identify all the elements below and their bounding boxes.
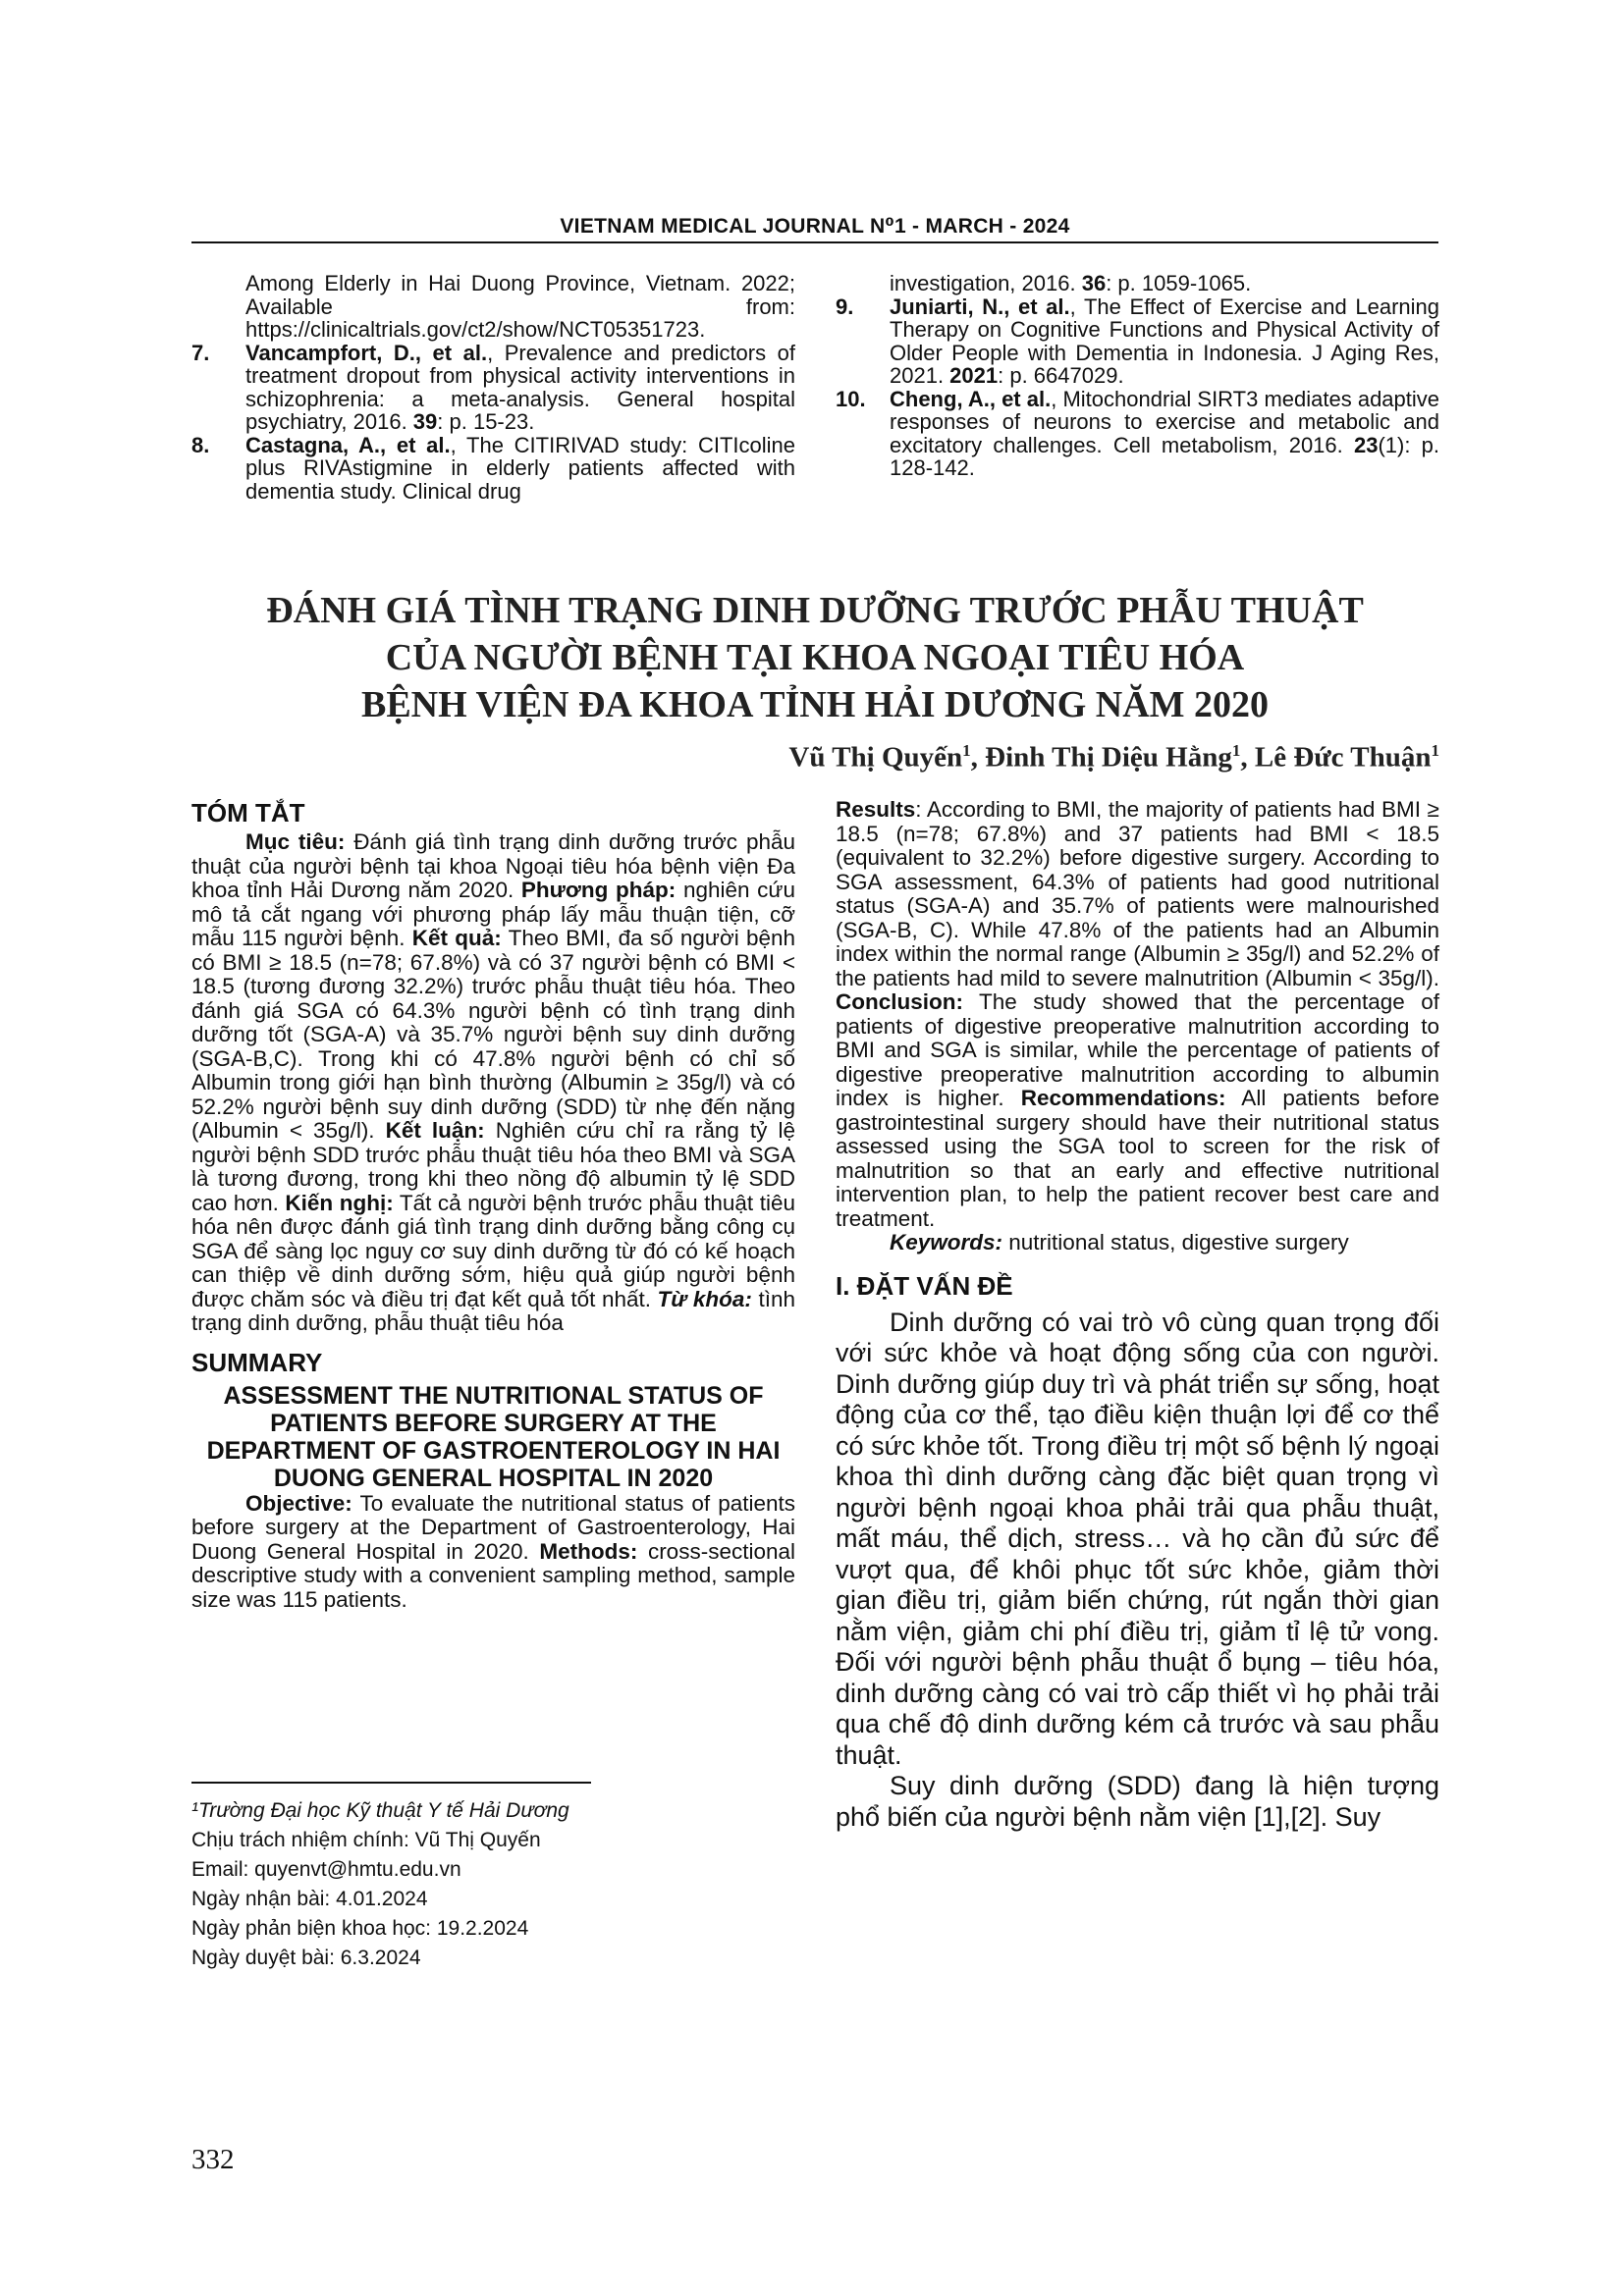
label-tu-khoa: Từ khóa: <box>657 1286 752 1311</box>
author-name: Lê Đức Thuận <box>1254 741 1432 774</box>
reference-authors: Juniarti, N., et al. <box>890 294 1070 319</box>
reference-text: investigation, 2016. <box>890 271 1082 295</box>
label-keywords: Keywords: <box>890 1230 1003 1255</box>
label-results: Results <box>836 797 916 822</box>
header-rule <box>191 241 1438 243</box>
footnote-email: Email: quyenvt@hmtu.edu.vn <box>191 1858 461 1881</box>
left-column <box>191 798 795 1612</box>
reference-text: , Prevalence and predictors of treatment dropout from physical activity interventions in schizophrenia: a meta-analysis. General hospital psychiatry, 2016. <box>245 340 795 434</box>
footnotes <box>191 1796 569 1973</box>
reference-continued <box>836 272 1439 295</box>
reference-number: 10. <box>836 386 866 411</box>
author-name: Đinh Thị Diệu Hằng <box>985 741 1232 774</box>
reference-continued <box>191 272 795 342</box>
article-title <box>191 587 1438 728</box>
reference-volume: 39 <box>412 409 438 434</box>
section-heading-tom-tat: TÓM TẮT <box>191 798 305 828</box>
text-ket-qua: Theo BMI, đa số người bệnh có BMI ≥ 18.5 (n=78; 67.8%) và có 37 người bệnh có BMI < 18.5 (tương đương 32.2%) trước phẫu thuật tiêu hóa. Theo đánh giá SGA có 64.3% người bệnh có tình trạng dinh dưỡng tốt (SGA-A) và 35.7% người bệnh suy dinh dưỡng (SGA-B,C). Trong khi có 47.8% người bệnh có chỉ số Albumin trong giới hạn bình thường (Albumin ≥ 35g/l) và có 52.2% người bệnh suy dinh dưỡng (SDD) từ nhẹ đến nặng (Albumin < 35g/l). <box>191 926 796 1143</box>
author-name: Vũ Thị Quyến <box>788 741 963 774</box>
right-column <box>836 798 1439 1833</box>
reference-number: 8. <box>191 432 210 457</box>
abstract-english-start <box>191 1492 795 1613</box>
text-keywords: nutritional status, digestive surgery <box>1002 1230 1349 1255</box>
label-methods: Methods: <box>539 1538 638 1564</box>
footnote-received: Ngày nhận bài: 4.01.2024 <box>191 1888 428 1910</box>
footnote-responsible: Chịu trách nhiệm chính: Vũ Thị Quyến <box>191 1829 541 1851</box>
reference-volume: 2021 <box>949 363 999 388</box>
label-recommendations: Recommendations: <box>1020 1086 1226 1110</box>
footnote-rule <box>191 1782 591 1784</box>
label-ket-qua: Kết quả: <box>411 926 502 950</box>
reference-8 <box>191 434 795 504</box>
label-muc-tieu: Mục tiêu: <box>245 829 346 854</box>
reference-authors: Castagna, A., et al. <box>245 432 451 457</box>
footnote-affiliation: ¹Trường Đại học Kỹ thuật Y tế Hải Dương <box>191 1799 569 1822</box>
reference-pages: : p. 6647029. <box>998 363 1124 388</box>
summary-title: ASSESSMENT THE NUTRITIONAL STATUS OF PATIENTS BEFORE SURGERY AT THE DEPARTMENT OF GASTROENTEROLOGY IN HAI DUONG GENERAL HOSPITAL IN 2020 <box>206 1381 781 1492</box>
label-conclusion: Conclusion: <box>836 989 963 1014</box>
title-line: ĐÁNH GIÁ TÌNH TRẠNG DINH DƯỠNG TRƯỚC PHẪU THUẬT <box>266 590 1364 631</box>
reference-10 <box>836 388 1439 480</box>
intro-body <box>836 1308 1439 1834</box>
journal-header: VIETNAM MEDICAL JOURNAL N⁰1 - MARCH - 2024 <box>560 215 1070 238</box>
text-muc-tieu: Đánh giá tình trạng dinh dưỡng trước phẫu thuật của người bệnh tại khoa Ngoại tiêu hóa bệnh viện Đa khoa tỉnh Hải Dương năm 2020. <box>191 829 795 902</box>
reference-text: , Mitochondrial SIRT3 mediates adaptive responses of neurons to exercise and metabolic and excitatory challenges. Cell metabolism, 2016. <box>890 386 1440 457</box>
label-objective: Objective: <box>245 1490 352 1516</box>
abstract-vietnamese <box>191 830 795 1336</box>
text-kien-nghi: Tất cả người bệnh trước phẫu thuật tiêu hóa nên được đánh giá tình trạng dinh dưỡng bằng công cụ SGA để sàng lọc nguy cơ suy dinh dưỡng từ đó có kế hoạch can thiệp về dinh dưỡng sớm, hiệu quả giúp người bệnh được chăm sóc và điều trị đạt kết quả tốt nhất. <box>191 1190 795 1311</box>
reference-volume: 23 <box>1353 432 1379 457</box>
abstract-english-continued <box>836 798 1439 1231</box>
reference-authors: Vancampfort, D., et al. <box>245 340 488 365</box>
references-right <box>836 272 1439 480</box>
intro-paragraph: Suy dinh dưỡng (SDD) đang là hiện tượng phổ biến của người bệnh nằm viện [1],[2]. Suy <box>836 1771 1439 1832</box>
reference-authors: Cheng, A., et al. <box>890 386 1052 411</box>
reference-9 <box>836 295 1439 388</box>
references-left <box>191 272 795 503</box>
footnote-reviewed: Ngày phản biện khoa học: 19.2.2024 <box>191 1917 529 1940</box>
text-objective: To evaluate the nutritional status of patients before surgery at the Department of Gastroenterology, Hai Duong General Hospital in 2020. <box>191 1490 795 1564</box>
reference-number: 9. <box>836 294 854 319</box>
text-conclusion: The study showed that the percentage of patients of digestive preoperative malnutrition according to BMI and SGA is similar, while the percentage of patients of digestive preoperative malnutrition according to albumin index is higher. <box>836 989 1439 1110</box>
label-phuong-phap: Phương pháp: <box>520 878 677 902</box>
text-phuong-phap: nghiên cứu mô tả cắt ngang với phương pháp lấy mẫu thuận tiện, cỡ mẫu 115 người bệnh. <box>191 878 795 950</box>
section-heading-summary: SUMMARY <box>191 1347 323 1377</box>
page-number: 332 <box>191 2144 235 2175</box>
reference-number: 7. <box>191 340 210 365</box>
reference-pages: : p. 15-23. <box>437 409 535 434</box>
text-tu-khoa: tình trạng dinh dưỡng, phẫu thuật tiêu hóa <box>191 1286 795 1335</box>
footnote-accepted: Ngày duyệt bài: 6.3.2024 <box>191 1947 421 1969</box>
label-ket-luan: Kết luận: <box>385 1118 485 1143</box>
text-ket-luan: Nghiên cứu chỉ ra rằng tỷ lệ người bệnh SDD trước phẫu thuật tiêu hóa theo BMI và SGA là tương đương, trong khi theo nồng độ albumin tỷ lệ SDD cao hơn. <box>191 1118 795 1215</box>
reference-pages: (1): p. 128-142. <box>890 432 1439 480</box>
text-methods: cross-sectional descriptive study with a convenient sampling method, sample size was 115 patients. <box>191 1538 795 1612</box>
reference-pages: : p. 1059-1065. <box>1106 271 1252 295</box>
text-results: : According to BMI, the majority of patients had BMI ≥ 18.5 (n=78; 67.8%) and 37 patients had BMI < 18.5 (equivalent to 32.2%) before digestive surgery. According to SGA assessment, 64.3% of patients had good nutritional status (SGA-A) and 35.7% of patients were malnourished (SGA-B, C). While 47.8% of the patients had an Albumin index within the normal range (Albumin ≥ 35g/l) and 52.2% of the patients had mild to severe malnutrition (Albumin < 35g/l). <box>836 797 1439 990</box>
label-kien-nghi: Kiến nghị: <box>285 1190 394 1215</box>
keywords-line <box>836 1231 1439 1255</box>
author-affiliation-mark: 1 <box>1231 741 1241 760</box>
reference-volume: 36 <box>1081 271 1107 295</box>
title-line: CỦA NGƯỜI BỆNH TẠI KHOA NGOẠI TIÊU HÓA <box>385 637 1245 678</box>
intro-paragraph: Dinh dưỡng có vai trò vô cùng quan trọng đối với sức khỏe và hoạt động sống của con người. Dinh dưỡng giúp duy trì và phát triển sự sống, hoạt động của cơ thể, tạo điều kiện thuận lợi để cơ thể có sức khỏe tốt. Trong điều trị một số bệnh lý ngoại khoa thì dinh dưỡng càng đặc biệt quan trọng vì người bệnh ngoại khoa phải trải qua phẫu thuật, mất máu, thể dịch, stress… và họ cần đủ sức để vượt qua, để khôi phục tốt sức khỏe, giảm thời gian điều trị, giảm biến chứng, rút ngắn thời gian nằm viện, giảm chi phí điều trị, giảm tỉ lệ tử vong. Đối với người bệnh phẫu thuật ổ bụng – tiêu hóa, dinh dưỡng càng có vai trò cấp thiết vì họ phải trải qua chế độ dinh dưỡng kém cả trước và sau phẫu thuật. <box>836 1307 1439 1770</box>
reference-text: , The CITIRIVAD study: CITIcoline plus RIVAstigmine in elderly patients affected with dementia study. Clinical drug <box>245 432 795 504</box>
author-affiliation-mark: 1 <box>1431 741 1439 760</box>
author-list: Vũ Thị Quyến$^1$, Đinh Thị Diệu Hằng$^1$, Lê Đức Thuận$^1$ <box>788 741 1439 774</box>
reference-7 <box>191 342 795 434</box>
author-affiliation-mark: 1 <box>962 741 971 760</box>
reference-text: , The Effect of Exercise and Learning Therapy on Cognitive Functions and Physical Activity of Older People with Dementia in Indonesia. J Aging Res, 2021. <box>890 294 1440 388</box>
reference-text: Among Elderly in Hai Duong Province, Vietnam. 2022; Available from: https://clinicaltrials.gov/ct2/show/NCT05351723. <box>245 271 795 342</box>
text-recommendations: All patients before gastrointestinal surgery should have their nutritional status assessed using the SGA tool to screen for the risk of malnutrition so that an early and effective nutritional intervention plan, to help the patient recover best care and treatment. <box>836 1086 1439 1231</box>
title-line: BỆNH VIỆN ĐA KHOA TỈNH HẢI DƯƠNG NĂM 2020 <box>360 684 1270 725</box>
section-heading-intro: I. ĐẶT VẤN ĐỀ <box>836 1270 1013 1301</box>
